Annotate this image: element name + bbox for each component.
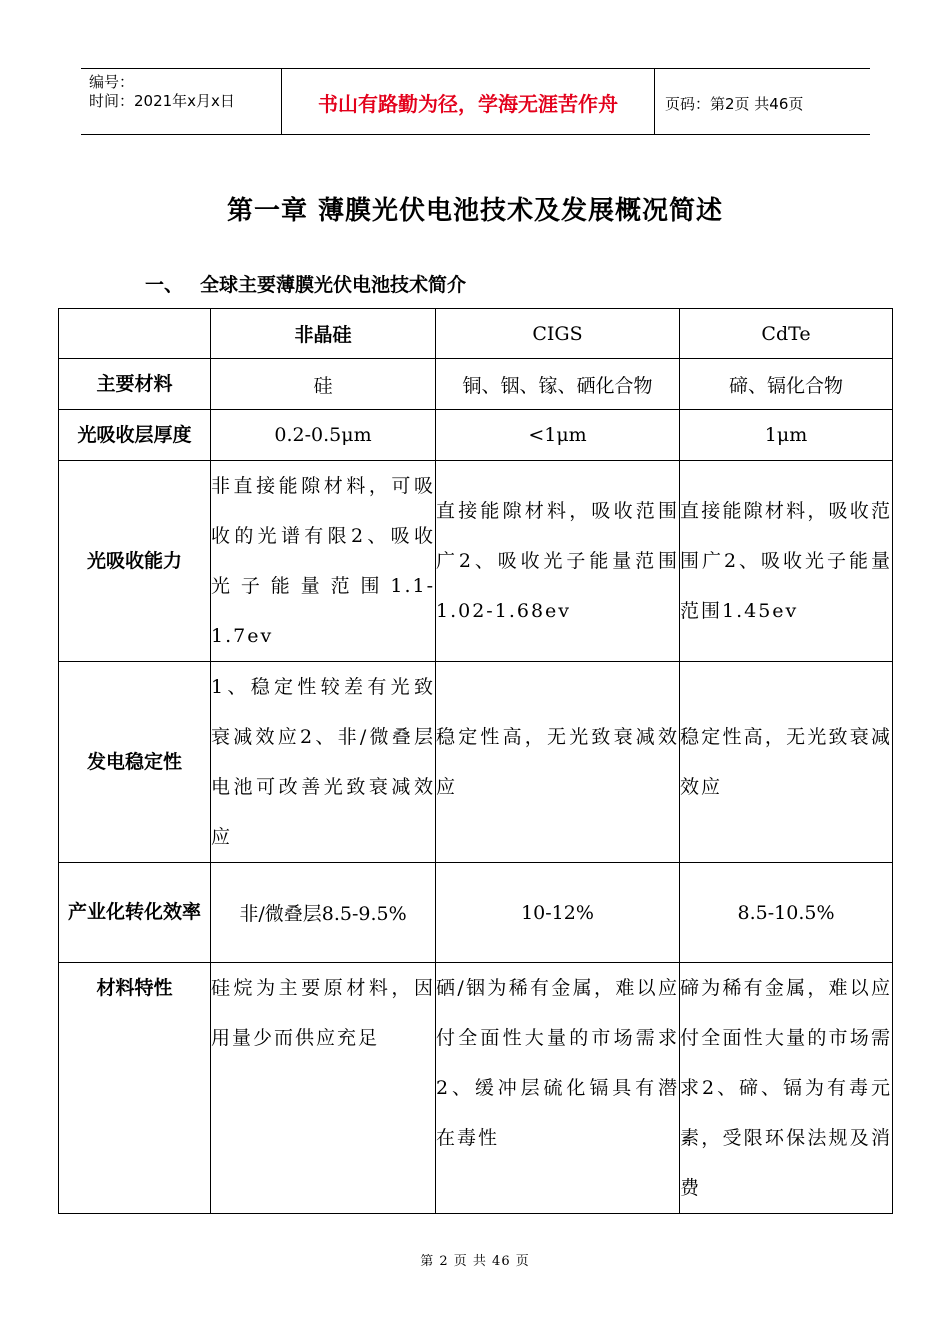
page-footer: 第 2 页 共 46 页 bbox=[420, 1254, 530, 1269]
table-row bbox=[59, 662, 893, 863]
table-row bbox=[59, 410, 893, 461]
column-header: CdTe bbox=[680, 309, 893, 359]
table-corner-cell bbox=[59, 309, 211, 359]
table-cell: 1、稳定性较差有光致衰减效应2、非/微叠层电池可改善光致衰减效应 bbox=[211, 662, 436, 863]
row-label: 光吸收层厚度 bbox=[59, 410, 211, 461]
header-time: 时间：2021年x月x日 bbox=[89, 92, 235, 110]
table-cell: 非/微叠层8.5-9.5% bbox=[211, 863, 436, 963]
section-title: 全球主要薄膜光伏电池技术简介 bbox=[200, 274, 467, 296]
column-header: 非晶硅 bbox=[211, 309, 436, 359]
comparison-table bbox=[58, 308, 893, 1214]
table-cell: 1μm bbox=[680, 410, 893, 461]
table-cell: 0.2-0.5μm bbox=[211, 410, 436, 461]
header-page-info: 页码：第2页 共46页 bbox=[665, 95, 804, 113]
row-label: 产业化转化效率 bbox=[59, 863, 211, 963]
section-heading bbox=[145, 270, 466, 297]
table-cell: 硒/铟为稀有金属，难以应付全面性大量的市场需求2、缓冲层硫化镉具有潜在毒性 bbox=[436, 963, 680, 1214]
table-cell: 硅烷为主要原材料，因用量少而供应充足 bbox=[211, 963, 436, 1214]
header-number: 编号： bbox=[89, 73, 135, 91]
table-row bbox=[59, 963, 893, 1214]
table-cell: 碲、镉化合物 bbox=[680, 359, 893, 410]
table-row bbox=[59, 359, 893, 410]
table-header-row bbox=[59, 309, 893, 359]
header-meta bbox=[81, 69, 281, 134]
row-label: 光吸收能力 bbox=[59, 461, 211, 662]
row-label: 材料特性 bbox=[59, 963, 211, 1214]
table-row bbox=[59, 863, 893, 963]
table-cell: 铜、铟、镓、硒化合物 bbox=[436, 359, 680, 410]
page-header bbox=[81, 68, 870, 135]
table-cell: 非直接能隙材料，可吸收的光谱有限2、吸收光子能量范围1.1-1.7ev bbox=[211, 461, 436, 662]
table-cell: 稳定性高，无光致衰减效应 bbox=[436, 662, 680, 863]
table-cell: <1μm bbox=[436, 410, 680, 461]
row-label: 发电稳定性 bbox=[59, 662, 211, 863]
table-cell: 8.5-10.5% bbox=[680, 863, 893, 963]
table-cell: 碲为稀有金属，难以应付全面性大量的市场需求2、碲、镉为有毒元素，受限环保法规及消费 bbox=[680, 963, 893, 1214]
column-header: CIGS bbox=[436, 309, 680, 359]
table-cell: 10-12% bbox=[436, 863, 680, 963]
table-cell: 直接能隙材料，吸收范围广2、吸收光子能量范围1.45ev bbox=[680, 461, 893, 662]
table-cell: 稳定性高，无光致衰减效应 bbox=[680, 662, 893, 863]
table-row bbox=[59, 461, 893, 662]
table-cell: 直接能隙材料，吸收范围广2、吸收光子能量范围1.02-1.68ev bbox=[436, 461, 680, 662]
row-label: 主要材料 bbox=[59, 359, 211, 410]
section-number: 一、 bbox=[145, 274, 184, 296]
chapter-title: 第一章 薄膜光伏电池技术及发展概况简述 bbox=[226, 196, 724, 226]
header-motto: 书山有路勤为径，学海无涯苦作舟 bbox=[281, 69, 655, 134]
table-cell: 硅 bbox=[211, 359, 436, 410]
